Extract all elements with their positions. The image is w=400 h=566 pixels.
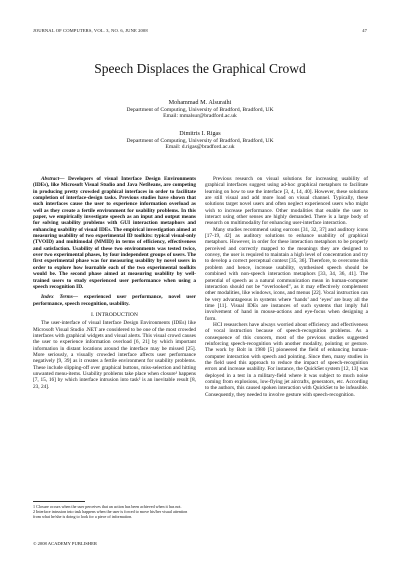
intro-paragraph: The user-interface of visual Interface Design Environments (IDEs) like Microsoft Visual Studio .NET are considered to be one of the most crowded interfaces with graphical widgets and visual alerts. This visual crowd causes the user to experience information overload [6, 21] by which important information in distant locations around the interface may be missed [25]. More seriously, a visually crowded interface affects user performance negatively [9, 39] as it creates a fertile environment for usability problems. These include slipping-off over graphical buttons, miss-selection and hitting unwanted menu-items. Usability problems take place when closure¹ happens [7, 15, 16] by which interface intrusion into task² is an inevitable result [8, 23, 24]. (33, 320, 196, 390)
author-affiliation: Department of Computing, University of Bradford, Bradford, UK (126, 106, 274, 113)
body-paragraph-3: HCI researchers have always worried about efficiency and effectiveness of vocal instruction because of speech-recognition problems. As a consequence of this concern, most of the previous studies suggested reinforcing speech-recognition with another modality, pointing or gesture. The work by Bolt in 1980 [5] pioneered the field of enhancing human-computer interaction with speech and pointing. Since then, many studies in the field used this approach to reduce the impact of speech-recognition errors and increase usability. For instance, the QuickSet system [12, 13] was deployed in a test in a military-field where it was subject to much noise coming from explosions, low-flying jet aircrafts, generators, etc. According to the authors, this caused spoken interaction with QuickSet to be infeasible. Consequently, they needed to involve gesture with speech-recognition. (205, 321, 368, 398)
abstract (33, 176, 196, 290)
author-block-2 (0, 131, 400, 151)
author-email: Email: mmalsur@bradford.ac.uk (163, 113, 237, 120)
author-email: Email: d.rigas@bradford.ac.uk (165, 144, 235, 151)
left-column (33, 176, 196, 390)
abstract-label: Abstract— (41, 176, 65, 182)
footnote-2: 2 Interface intrusion into task happens when the user is forced to move his/her visual attention from what he/she is doing to look for a piece of information. (33, 509, 188, 519)
page-number: 47 (362, 28, 367, 33)
paper-title: Speech Displaces the Graphical Crowd (94, 61, 306, 76)
index-terms-label: Index Terms— (41, 294, 79, 301)
copyright-notice: © 2008 ACADEMY PUBLISHER (33, 541, 97, 546)
body-paragraph-1: Previous research on visual solutions for increasing usability of graphical interfaces suggest using ad-hoc graphical metaphors to facilitate learning on how to use the interface [3, 4, 14, 40]. However, these solutions are still visual and add more load on visual channel. Typically, these solutions target novel users and often neglect experienced users who might wish to increase performance. Other modalities that enable the user to interact using other senses are highly demanded. There is a large body of research on multimodality for enhancing user-interface interaction. (205, 176, 368, 227)
running-header (33, 28, 367, 36)
footnote-divider (33, 501, 85, 502)
index-terms-text: experienced user performance, novel user performance, speech recognition, usability. (33, 294, 196, 307)
author-name: Dimitris I. Rigas (179, 130, 221, 137)
section-heading: I. INTRODUCTION (91, 311, 138, 318)
footnote-1: 1 Closure occurs when the user perceives that an action has been achieved when it has not. (33, 504, 182, 509)
body-paragraph-2: Many studies recommend using earcons [31, 32, 37] and auditory icons [17-19, 42] as auditory solutions to enhance usability of graphical metaphors. However, in order for these interaction metaphors to be properly perceived and correctly mapped to the meanings they are designed to convey, the user is required to maintain a high level of concentration and try to develop a correct perceptual context [35, 36]. Therefore, to overcome this problem and hence, increase usability, synthesised speech should be combined with non-speech interaction metaphors [33, 34, 36, 41]. The potential of speech as a natural communication mean in human-computer interaction should not be “overlooked”, as it may effectively complement other modalities, like windows, icons, and menus [22]. Vocal instruction can be very advantageous in systems where ‘hands’ and ‘eyes’ are busy all the time [11]. Visual IDEs are instances of such systems that imply full involvement of hand in mouse-actions and eye-focus when designing a form. (205, 226, 368, 322)
footnotes (33, 504, 196, 519)
author-affiliation: Department of Computing, University of Bradford, Bradford, UK (126, 137, 274, 144)
right-column (205, 176, 368, 398)
index-terms (33, 294, 196, 307)
abstract-text: Developers of visual Interface Design Environments (IDEs), like Microsoft Visual Studio and Java NetBeans, are competing in producing pretty crowded graphical interfaces in order to facilitate completion of interface-design tasks. Previous studies have shown that such interfaces cause the user to experience information overload as well as they create a fertile environment for usability problems. In this paper, we empirically investigate speech as an input and output means for solving usability problems with GUI interaction metaphors and enhancing usability of visual IDEs. The empirical investigation aimed at measuring usability of two experimental ID toolkits: typical visual-only (TVOID) and multimodal (MMID) in terms of efficiency, effectiveness and satisfaction. Usability of these two environments was tested twice, over two experimental phases, by four independent groups of users. The first experimental phase was for measuring usability by novel users in order to explore how learnable each of the two experimental toolkits would be. The second phase aimed at measuring usability by well-trained users to study experienced user performance when using a speech recognition ID. (33, 176, 196, 290)
author-block-1 (0, 100, 400, 120)
author-name: Mohammad M. Alsuraihi (168, 99, 232, 106)
journal-name: JOURNAL OF COMPUTERS, VOL. 3, NO. 6, JUNE 2008 (33, 28, 148, 33)
